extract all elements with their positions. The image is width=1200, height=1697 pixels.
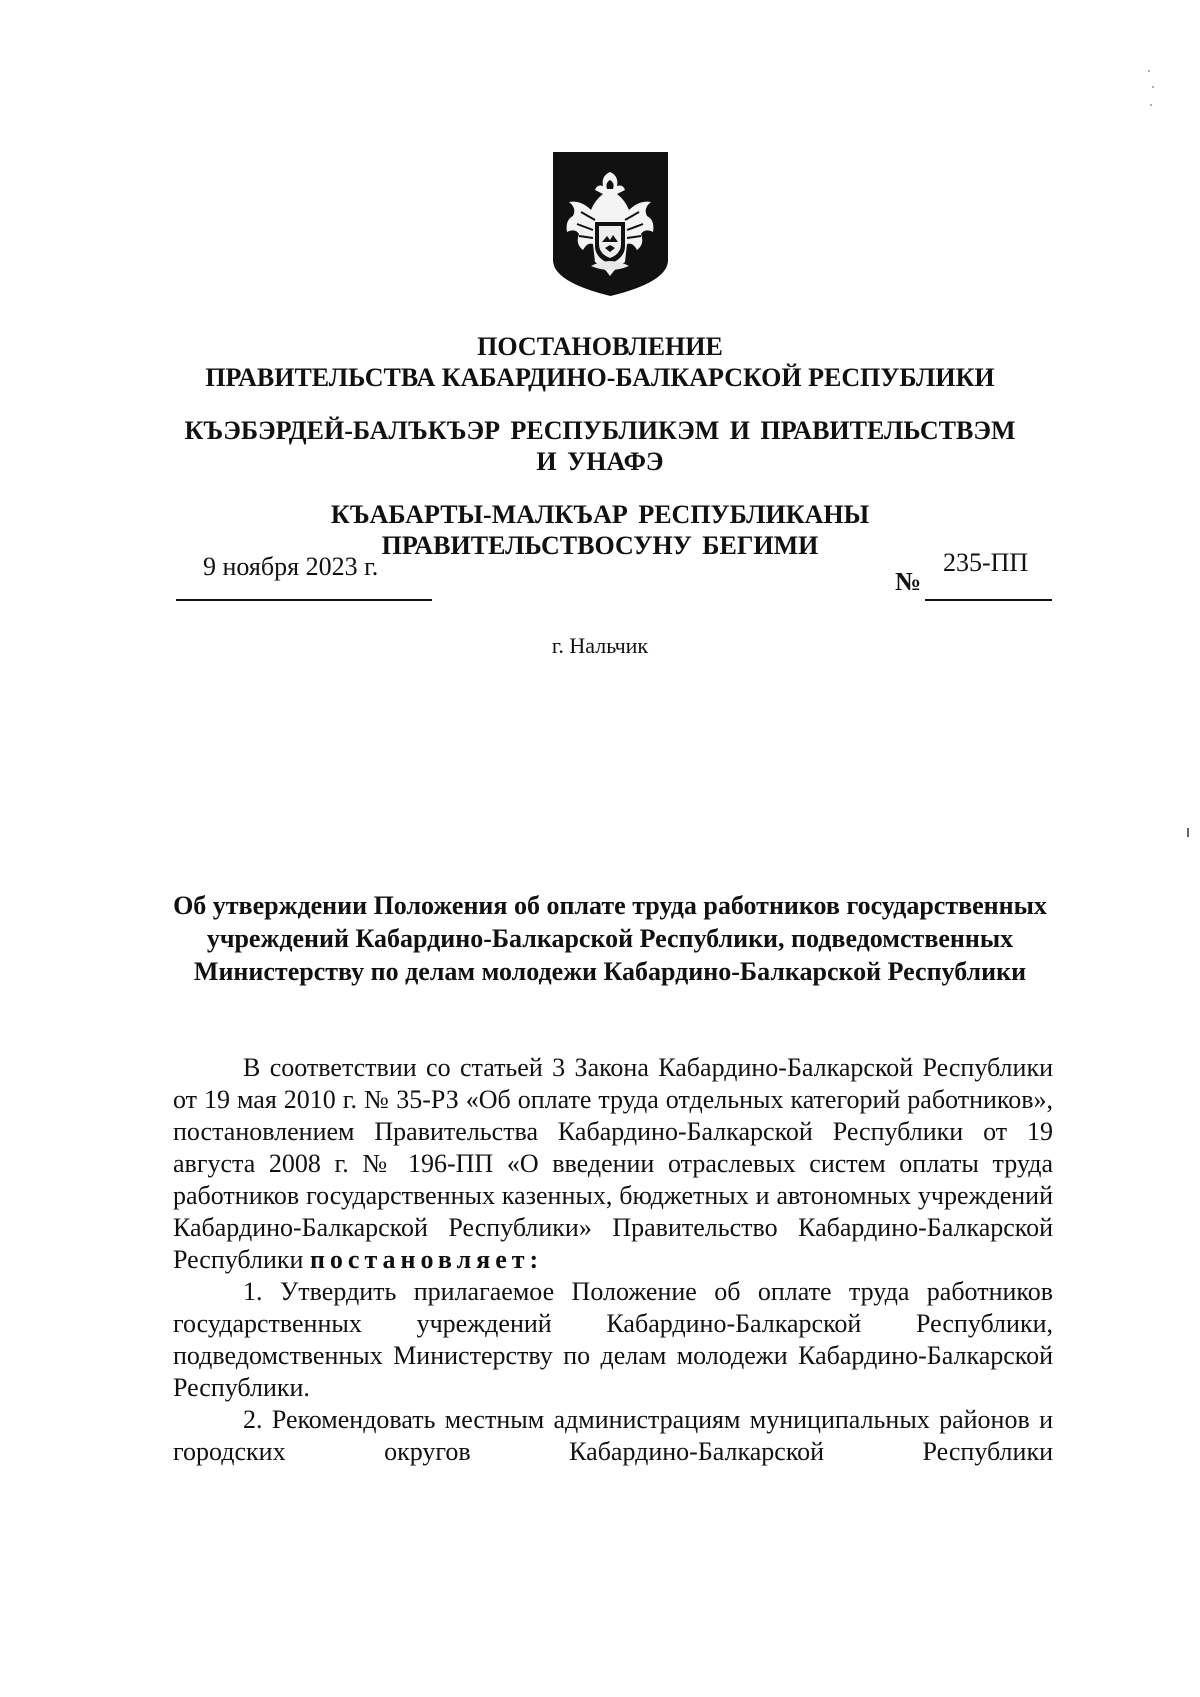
number-sign: № xyxy=(895,567,922,596)
item-1-paragraph: 1. Утвердить прилагаемое Положение об оплате труда работников государственных учреждений Кабардино-Балкарской Республики, подведомственных Министерству по делам молодежи Кабардино-Балкарской Республики. xyxy=(173,1277,1053,1402)
preamble-paragraph xyxy=(173,1052,1053,1276)
number-underline xyxy=(925,599,1052,601)
document-body xyxy=(173,1052,1053,1468)
document-number: 235-ПП xyxy=(943,548,1029,577)
coat-of-arms-emblem xyxy=(551,150,670,298)
document-type-heading xyxy=(180,331,1020,393)
heading-line-postanovlenie: ПОСТАНОВЛЕНИЕ xyxy=(477,332,723,361)
heading-line-government: ПРАВИТЕЛЬСТВА КАБАРДИНО-БАЛКАРСКОЙ РЕСПУБЛИКИ xyxy=(205,363,995,392)
document-date: 9 ноября 2023 г. xyxy=(203,552,379,581)
date-underline xyxy=(176,599,432,601)
city-label: г. Нальчик xyxy=(551,633,649,658)
resolves-word: постановляет: xyxy=(309,1245,544,1274)
heading-balkar: КЪАБАРТЫ-МАЛКЪАР РЕСПУБЛИКАНЫ ПРАВИТЕЛЬСТВОСУНУ БЕГИМИ xyxy=(330,500,870,560)
scan-mark xyxy=(1187,828,1189,837)
document-title: Об утверждении Положения об оплате труда работников государственных учреждений Кабардино-Балкарской Республики, подведомственных Министерству по делам молодежи Кабардино-Балкарской Республики xyxy=(173,891,1047,986)
preamble-text: В соответствии со статьей 3 Закона Кабардино-Балкарской Республики от 19 мая 2010 г. № 35-РЗ «Об оплате труда отдельных категорий работников», постановлением Правительства Кабардино-Балкарской Республики от 19 августа 2008 г. № 196-ПП «О введении отраслевых систем оплаты труда работников государственных казенных, бюджетных и автономных учреждений Кабардино-Балкарской Республики» Правительство Кабардино-Балкарской Республики xyxy=(173,1053,1053,1274)
heading-kabardian: КЪЭБЭРДЕЙ-БАЛЪКЪЭР РЕСПУБЛИКЭМ И ПРАВИТЕЛЬСТВЭМ И УНАФЭ xyxy=(184,416,1016,476)
scan-specks xyxy=(1146,70,1156,110)
item-2-paragraph: 2. Рекомендовать местным администрациям муниципальных районов и городских округов Кабардино-Балкарской Республики xyxy=(173,1405,1053,1466)
